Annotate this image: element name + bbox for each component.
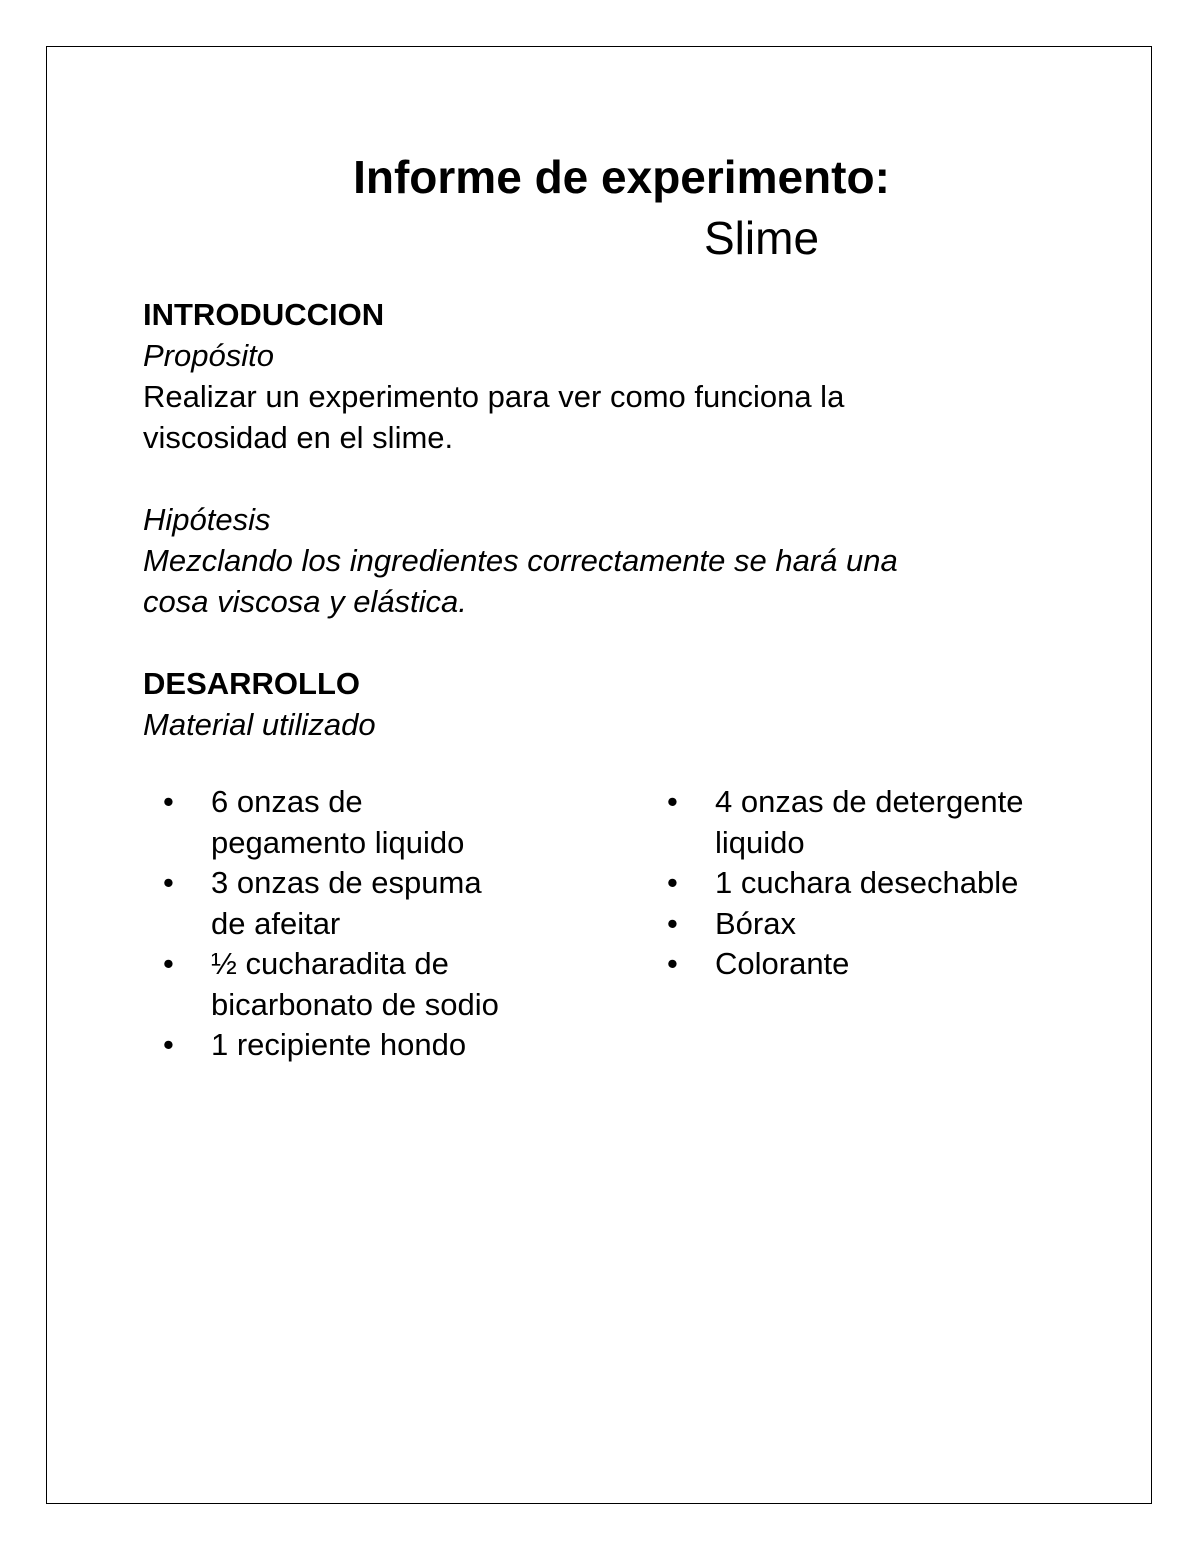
proposito-text-line-1: Realizar un experimento para ver como funciona la <box>143 379 845 414</box>
hipotesis-text-line-2: cosa viscosa y elástica. <box>143 584 467 619</box>
material-text: 1 recipiente hondo <box>211 1027 467 1062</box>
list-item <box>667 782 1087 863</box>
bullet-icon: • <box>667 784 678 819</box>
bullet-icon: • <box>163 1027 174 1062</box>
list-item <box>163 944 553 1025</box>
spacer <box>143 458 1043 499</box>
bullet-icon: • <box>667 865 678 900</box>
bullet-icon: • <box>163 784 174 819</box>
introduccion-section <box>143 294 1043 745</box>
introduccion-heading: INTRODUCCION <box>143 297 385 332</box>
material-text: pegamento liquido <box>211 824 465 860</box>
hipotesis-label: Hipótesis <box>143 502 271 537</box>
bullet-icon: • <box>163 946 174 981</box>
material-text: 3 onzas de espuma <box>211 865 482 900</box>
materials-list-right <box>667 782 1087 985</box>
report-title: Informe de experimento: <box>353 151 890 203</box>
material-text: 6 onzas de <box>211 784 363 819</box>
spacer <box>143 622 1043 663</box>
page-border <box>46 46 1152 1504</box>
list-item <box>667 863 1087 904</box>
bullet-icon: • <box>667 946 678 981</box>
list-item <box>667 944 1087 985</box>
bullet-icon: • <box>163 865 174 900</box>
proposito-text-line-2: viscosidad en el slime. <box>143 420 454 455</box>
hipotesis-text-line-1: Mezclando los ingredientes correctamente se hará una <box>143 543 898 578</box>
material-text: 4 onzas de detergente <box>715 784 1024 819</box>
report-subtitle: Slime <box>704 212 820 264</box>
list-item <box>163 863 553 944</box>
material-text: Colorante <box>715 946 850 981</box>
material-text: Bórax <box>715 905 796 941</box>
material-text: de afeitar <box>211 905 341 941</box>
materials-list-left <box>163 782 553 1066</box>
bullet-icon: • <box>667 905 678 941</box>
material-text: ½ cucharadita de <box>211 946 449 981</box>
list-item <box>667 904 1087 945</box>
material-text: 1 cuchara desechable <box>715 865 1019 900</box>
desarrollo-heading: DESARROLLO <box>143 666 360 701</box>
proposito-label: Propósito <box>143 338 274 373</box>
list-item <box>163 782 553 863</box>
list-item <box>163 1025 553 1066</box>
material-text: liquido <box>715 824 805 860</box>
material-text: bicarbonato de sodio <box>211 986 499 1022</box>
material-label: Material utilizado <box>143 707 376 742</box>
